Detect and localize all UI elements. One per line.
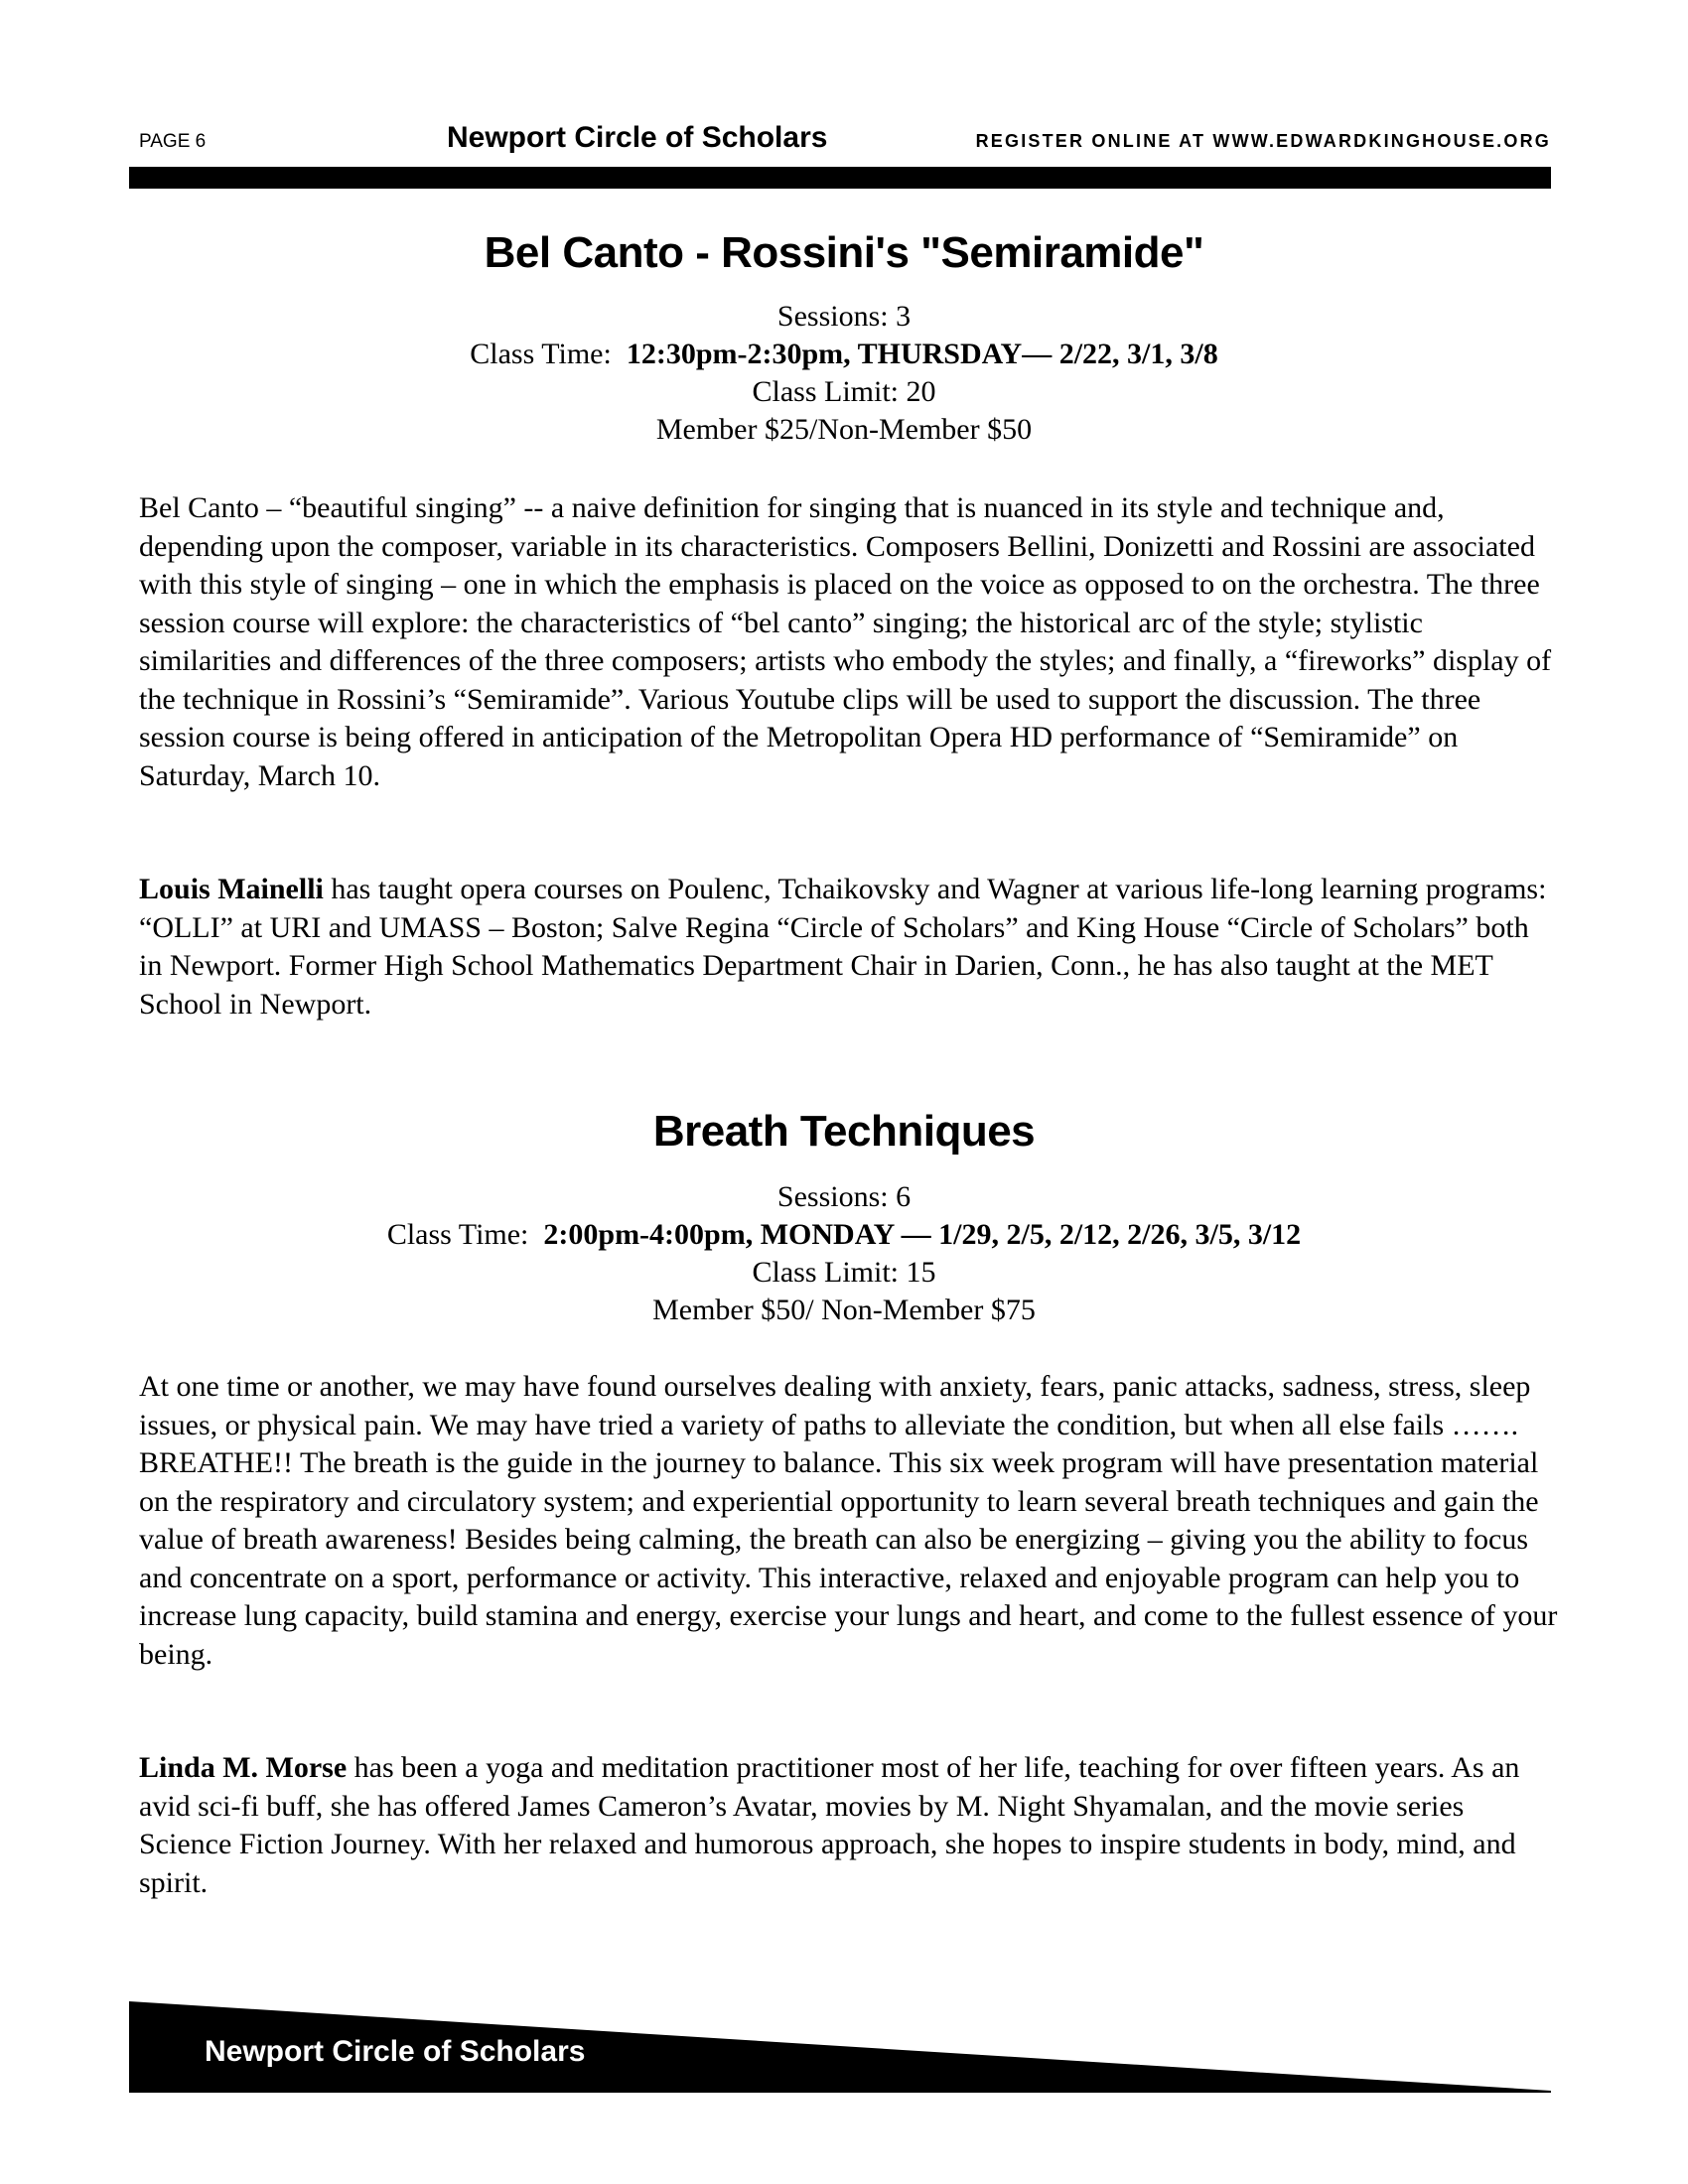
class-time: [0, 336, 1688, 373]
course-title-breath-techniques: Breath Techniques: [652, 1107, 1036, 1156]
footer-title: Newport Circle of Scholars: [205, 2035, 586, 2068]
class-time-label: Class Time:: [470, 338, 627, 370]
class-time-value: 2:00pm-4:00pm, MONDAY — 1/29, 2/5, 2/12, 2/26, 3/5, 3/12: [543, 1218, 1302, 1251]
course-details-breath-techniques: [0, 1178, 1688, 1329]
header-title: Newport Circle of Scholars: [447, 121, 828, 154]
sessions: Sessions: 6: [776, 1180, 912, 1213]
price: Member $50/ Non-Member $75: [652, 1294, 1036, 1326]
class-time: [0, 1216, 1688, 1254]
page-header: [129, 117, 1551, 157]
course-title-bel-canto: Bel Canto - Rossini's "Semiramide": [484, 228, 1204, 277]
instructor-bio-bel-canto: [139, 871, 1559, 1024]
instructor-name: Louis Mainelli: [139, 873, 324, 905]
page-number: PAGE 6: [139, 131, 207, 152]
class-limit: Class Limit: 15: [752, 1256, 936, 1289]
course-details-bel-canto: [0, 298, 1688, 449]
class-limit: Class Limit: 20: [752, 375, 936, 408]
class-time-value: 12:30pm-2:30pm, THURSDAY— 2/22, 3/1, 3/8: [626, 338, 1218, 370]
instructor-name: Linda M. Morse: [139, 1751, 348, 1784]
header-rule: [129, 167, 1551, 189]
course-description-breath-techniques: At one time or another, we may have found ourselves dealing with anxiety, fears, panic attacks, sadness, stress, sleep issues, or physical pain. We may have tried a variety of paths to alleviate the condition, but when all else fails ……. BREATHE!! The breath is the guide in the journey to balance. This six week program will have presentation material on the respiratory and circulatory system; and experiential opportunity to learn several breath techniques and gain the value of breath awareness! Besides being calming, the breath can also be energizing – giving you the ability to focus and concentrate on a sport, performance or activity. This interactive, relaxed and enjoyable program can help you to increase lung capacity, build stamina and energy, exercise your lungs and heart, and come to the fullest essence of your being.: [139, 1370, 1558, 1671]
class-time-label: Class Time:: [386, 1218, 544, 1251]
course-description-bel-canto: Bel Canto – “beautiful singing” -- a naive definition for singing that is nuanced in its style and technique and, depending upon the composer, variable in its characteristics. Composers Bellini, Donizetti and Rossini are associated with this style of singing – one in which the emphasis is placed on the voice as opposed to on the orchestra. The three session course will explore: the characteristics of “bel canto” singing; the historical arc of the style; stylistic similarities and differences of the three composers; artists who embody the styles; and finally, a “fireworks” display of the technique in Rossini’s “Semiramide”. Various Youtube clips will be used to support the discussion. The three session course is being offered in anticipation of the Metropolitan Opera HD performance of “Semiramide” on Saturday, March 10.: [139, 491, 1552, 792]
instructor-bio-breath-techniques: [139, 1749, 1559, 1902]
instructor-bio-text: has been a yoga and meditation practitioner most of her life, teaching for over fifteen years. As an avid sci-fi buff, she has offered James Cameron’s Avatar, movies by M. Night Shyamalan, and the movie series Science Fiction Journey. With her relaxed and humorous approach, she hopes to inspire students in body, mind, and spirit.: [139, 1751, 1520, 1899]
price: Member $25/Non-Member $50: [655, 413, 1033, 446]
register-link[interactable]: REGISTER ONLINE AT WWW.EDWARDKINGHOUSE.ORG: [975, 131, 1551, 151]
footer-banner: [129, 1997, 1551, 2093]
instructor-bio-text: has taught opera courses on Poulenc, Tchaikovsky and Wagner at various life-long learning programs: “OLLI” at URI and UMASS – Boston; Salve Regina “Circle of Scholars” and King House “Circle of Scholars” both in Newport. Former High School Mathematics Department Chair in Darien, Conn., he has also taught at the MET School in Newport.: [139, 873, 1547, 1021]
sessions: Sessions: 3: [776, 300, 912, 333]
